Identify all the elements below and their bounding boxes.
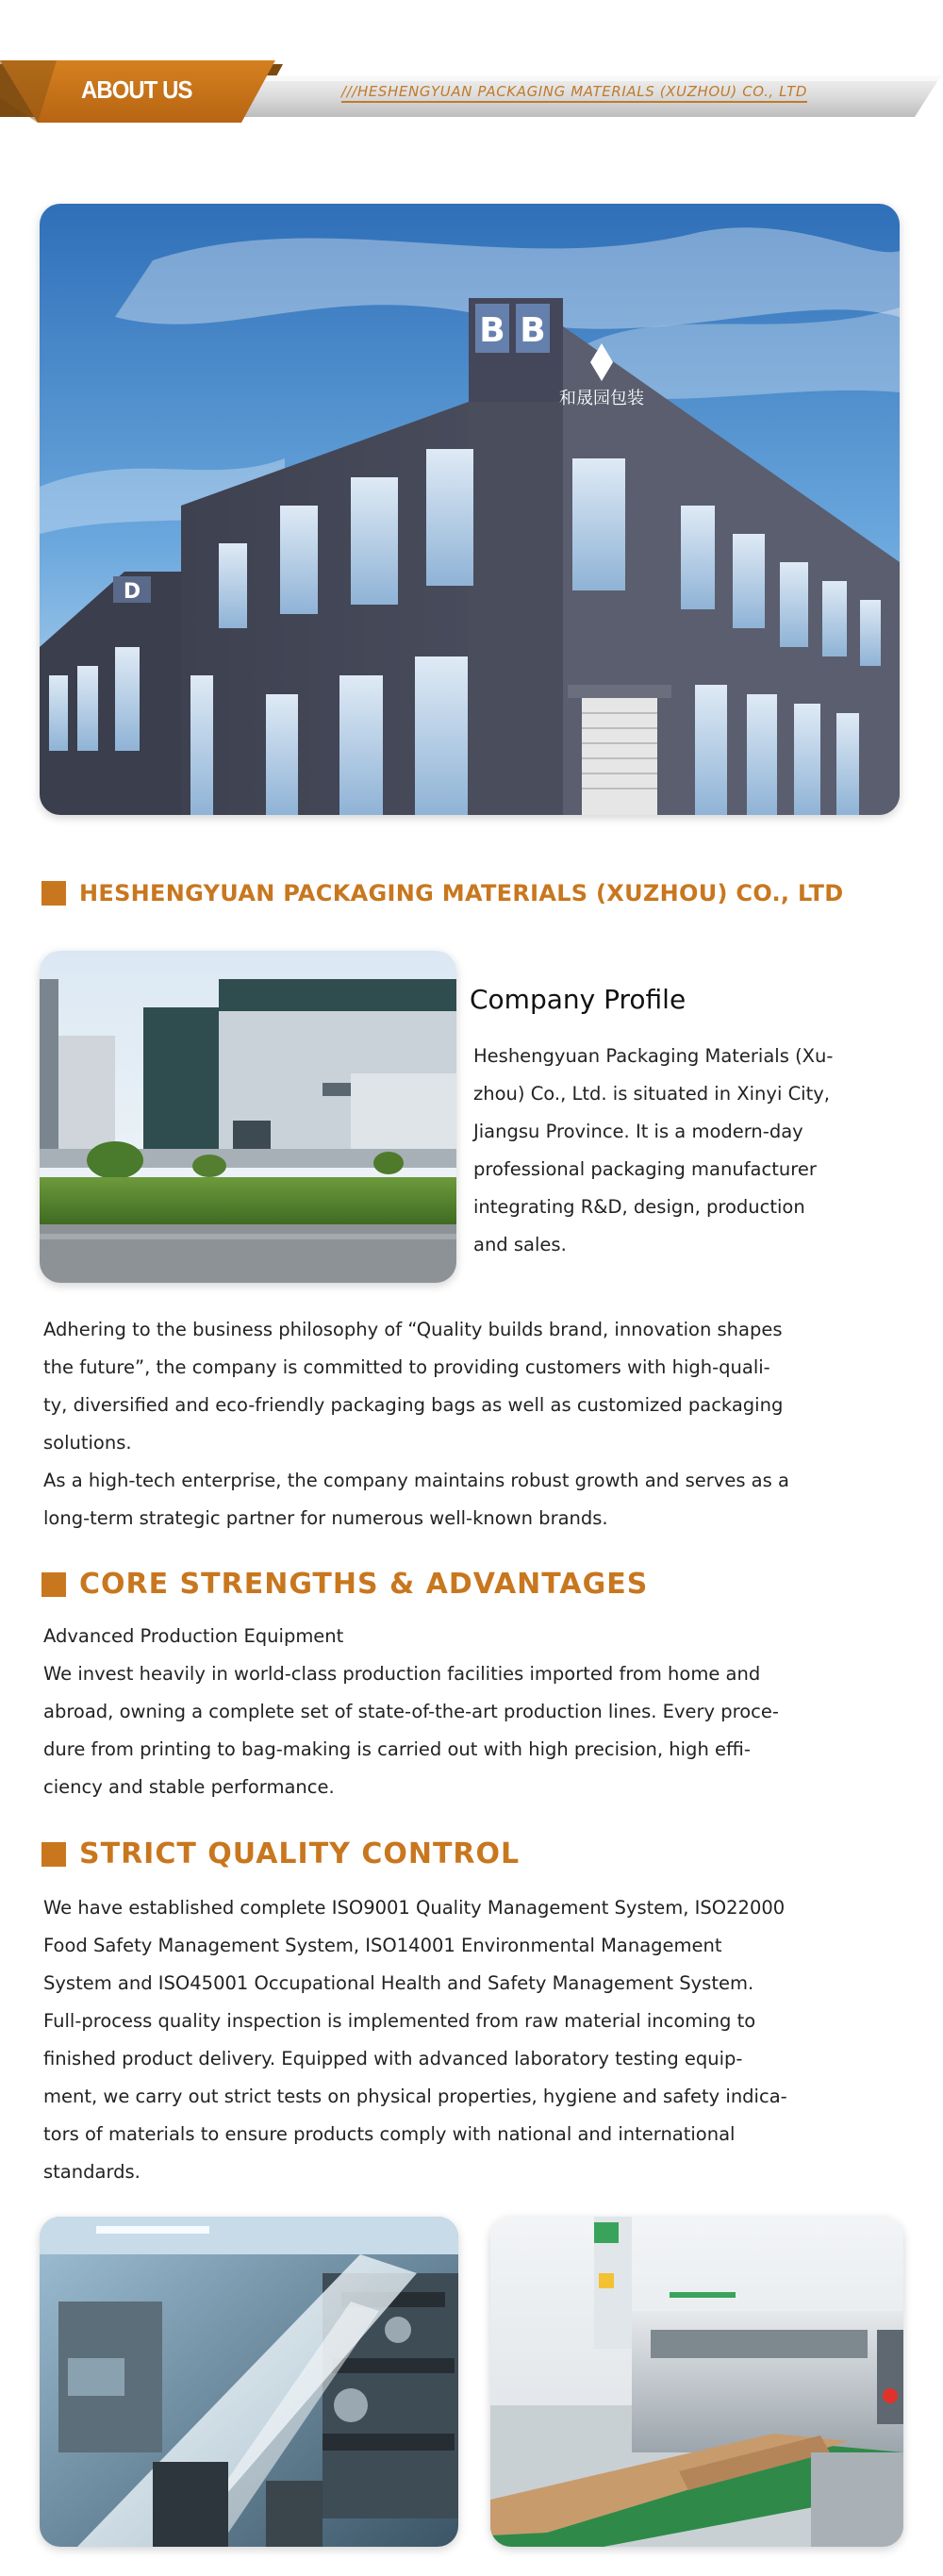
profile-line: Jiangsu Province. It is a modern-day <box>473 1121 803 1142</box>
philosophy-line: ty, diversified and eco-friendly packaging bags as well as customized packaging <box>43 1394 784 1416</box>
quality-control-text: STRICT QUALITY CONTROL <box>79 1837 521 1870</box>
film-production-machine-image <box>40 2217 458 2547</box>
svg-text:D: D <box>123 580 141 604</box>
profile-line: zhou) Co., Ltd. is situated in Xinyi City, <box>473 1083 830 1105</box>
about-us-label: ABOUT US <box>81 75 192 104</box>
profile-line: professional packaging manufacturer <box>473 1158 817 1180</box>
svg-text:B: B <box>479 311 505 350</box>
building-photo <box>40 204 900 815</box>
strength-line: ciency and stable performance. <box>43 1776 335 1798</box>
factory-building-image <box>40 204 900 815</box>
heading-square-marker <box>41 1842 66 1867</box>
quality-line: finished product delivery. Equipped with advanced laboratory testing equip- <box>43 2048 743 2069</box>
profile-line: and sales. <box>473 1234 567 1255</box>
philosophy-line: long-term strategic partner for numerous well-known brands. <box>43 1507 608 1529</box>
company-profile-title: Company Profile <box>470 984 687 1015</box>
bag-machine-photo <box>490 2217 903 2547</box>
heading-square-marker <box>41 881 66 906</box>
quality-line: standards. <box>43 2161 141 2183</box>
heading-square-marker <box>41 1572 66 1597</box>
bag-making-machine-image <box>490 2217 903 2547</box>
svg-text:B: B <box>520 311 546 350</box>
svg-text:和晟园包装: 和晟园包装 <box>559 389 644 408</box>
philosophy-line: the future”, the company is committed to providing customers with high-quali- <box>43 1356 770 1378</box>
strength-line: Advanced Production Equipment <box>43 1625 344 1647</box>
profile-line: integrating R&D, design, production <box>473 1196 805 1218</box>
profile-line: Heshengyuan Packaging Materials (Xu- <box>473 1045 834 1067</box>
core-strengths-text: CORE STRENGTHS & ADVANTAGES <box>79 1568 649 1601</box>
quality-control-heading <box>41 1837 520 1870</box>
site-photo <box>40 951 456 1283</box>
film-machine-photo <box>40 2217 458 2547</box>
quality-line: Full-process quality inspection is implemented from raw material incoming to <box>43 2010 756 2032</box>
factory-site-image <box>40 951 456 1283</box>
quality-line: ment, we carry out strict tests on physical properties, hygiene and safety indica- <box>43 2086 787 2107</box>
quality-line: System and ISO45001 Occupational Health and Safety Management System. <box>43 1972 754 1994</box>
strength-line: abroad, owning a complete set of state-of-the-art production lines. Every proce- <box>43 1701 779 1722</box>
philosophy-line: As a high-tech enterprise, the company maintains robust growth and serves as a <box>43 1470 789 1491</box>
strength-line: We invest heavily in world-class production facilities imported from home and <box>43 1663 761 1685</box>
philosophy-line: solutions. <box>43 1432 132 1454</box>
company-slogan: ///HESHENGYUAN PACKAGING MATERIALS (XUZHOU) CO., LTD <box>341 83 807 103</box>
quality-line: tors of materials to ensure products comply with national and international <box>43 2123 736 2145</box>
core-strengths-heading <box>41 1568 648 1601</box>
strength-line: dure from printing to bag-making is carried out with high precision, high effi- <box>43 1738 751 1760</box>
quality-line: We have established complete ISO9001 Quality Management System, ISO22000 <box>43 1897 786 1919</box>
company-name-heading <box>41 880 844 906</box>
philosophy-line: Adhering to the business philosophy of “Quality builds brand, innovation shapes <box>43 1319 783 1340</box>
company-name-text: HESHENGYUAN PACKAGING MATERIALS (XUZHOU) CO., LTD <box>79 880 844 906</box>
quality-line: Food Safety Management System, ISO14001 Environmental Management <box>43 1935 722 1956</box>
